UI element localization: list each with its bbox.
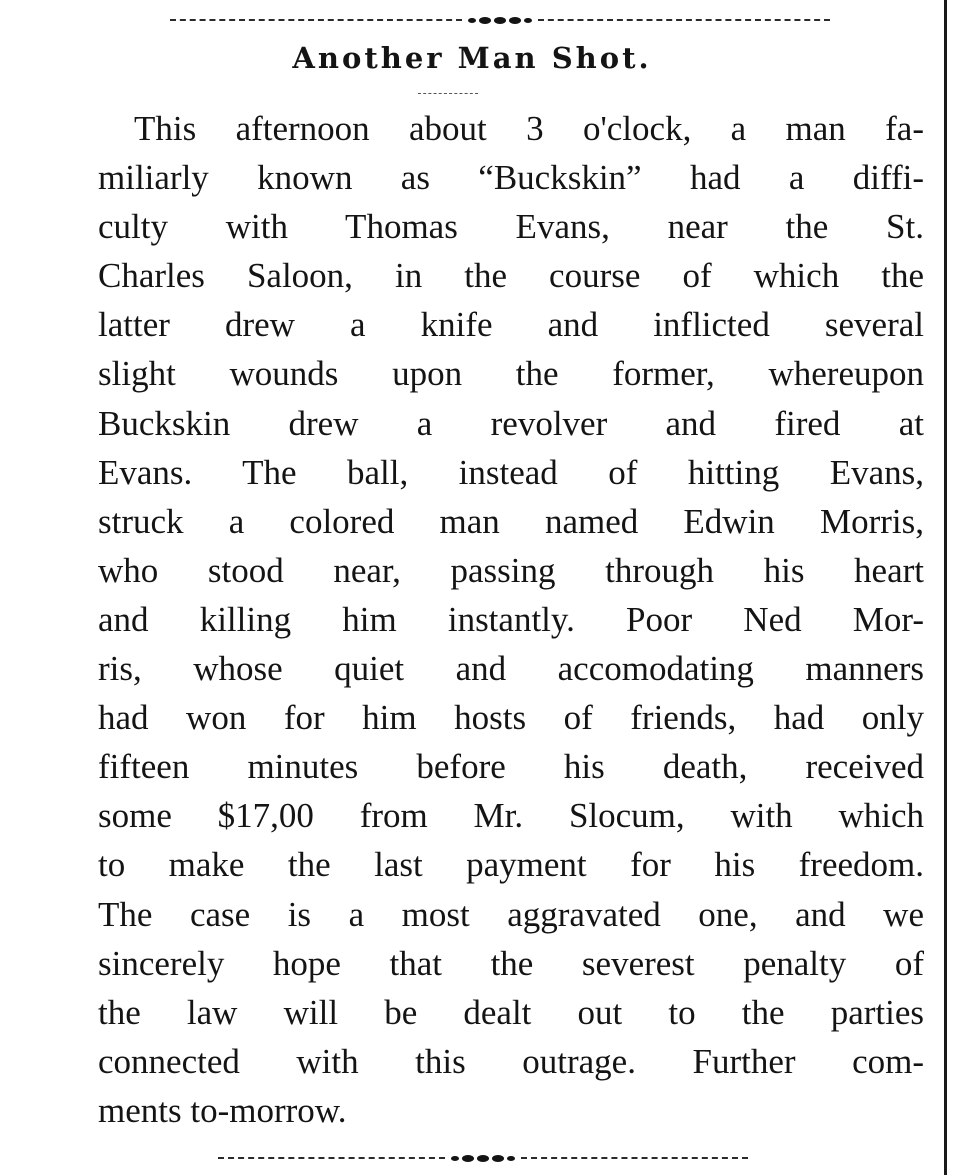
- separator-dot: [477, 1155, 489, 1162]
- article-line: Buckskin drew a revolver and fired at: [98, 403, 924, 443]
- article-line: Evans. The ball, instead of hitting Evans,: [98, 452, 924, 492]
- article-line: slight wounds upon the former, whereupon: [98, 354, 924, 394]
- article-line: to make the last payment for his freedom.: [98, 845, 924, 885]
- article-line: some $17,00 from Mr. Slocum, with which: [98, 796, 924, 836]
- article-line: had won for him hosts of friends, had only: [98, 698, 924, 738]
- article-line: struck a colored man named Edwin Morris,: [98, 501, 924, 541]
- article-line: sincerely hope that the severest penalty of: [98, 943, 924, 983]
- article-line: This afternoon about 3 o'clock, a man fa-: [134, 109, 924, 148]
- separator-dot: [509, 17, 521, 24]
- separator-dot: [468, 18, 476, 23]
- article-line: ments to-morrow.: [98, 1090, 347, 1130]
- article-line: culty with Thomas Evans, near the St.: [98, 207, 924, 247]
- article-line: fifteen minutes before his death, received: [98, 747, 924, 787]
- column-divider-rule: [944, 0, 947, 1175]
- separator-dash-left: [170, 19, 462, 21]
- article-line: Charles Saloon, in the course of which the: [98, 256, 924, 296]
- headline-underline-rule: [418, 93, 478, 94]
- separator-dot: [479, 17, 491, 24]
- article-line: ris, whose quiet and accomodating manners: [98, 649, 924, 689]
- separator-dot-cluster: [445, 1155, 521, 1162]
- separator-dot-cluster: [462, 17, 538, 24]
- separator-dash-right: [538, 19, 830, 21]
- separator-dot: [524, 18, 532, 23]
- separator-dot: [451, 1156, 459, 1161]
- article-body: [98, 104, 924, 1135]
- top-ornamental-separator: [170, 14, 830, 26]
- bottom-ornamental-separator: [218, 1152, 748, 1164]
- article-line: miliarly known as “Buckskin” had a diffi-: [98, 158, 924, 198]
- article-line: The case is a most aggravated one, and we: [98, 894, 924, 934]
- article-line: latter drew a knife and inflicted several: [98, 305, 924, 345]
- separator-dot: [507, 1156, 515, 1161]
- separator-dash-right: [521, 1157, 748, 1159]
- separator-dot: [462, 1155, 474, 1162]
- article-line: and killing him instantly. Poor Ned Mor-: [98, 599, 924, 639]
- separator-dash-left: [218, 1157, 445, 1159]
- separator-dot: [492, 1155, 504, 1162]
- article-headline: Another Man Shot.: [292, 41, 652, 75]
- article-line: the law will be dealt out to the parties: [98, 992, 924, 1032]
- separator-dot: [494, 17, 506, 24]
- article-line: connected with this outrage. Further com-: [98, 1041, 924, 1081]
- article-line: who stood near, passing through his heart: [98, 550, 924, 590]
